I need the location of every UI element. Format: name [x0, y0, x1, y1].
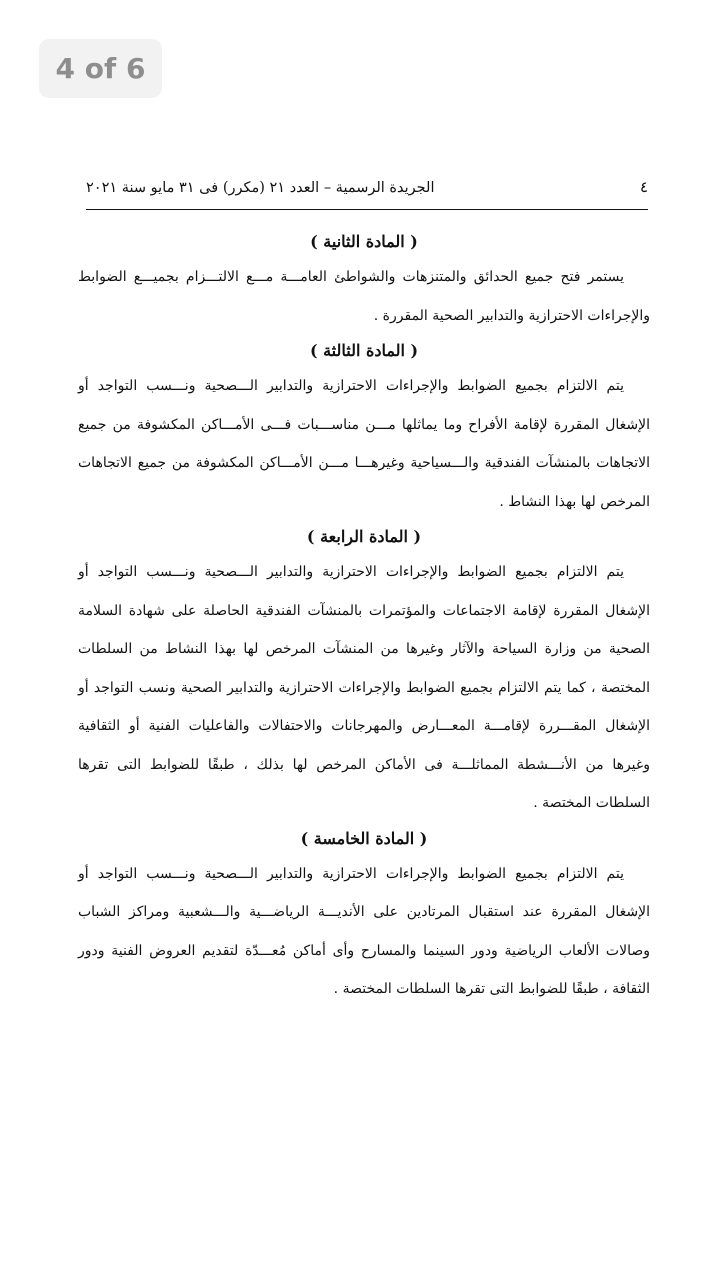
page-number: ٤: [639, 178, 648, 196]
article-text: يستمر فتح جميع الحدائق والمتنزهات والشواطئ العامـــة مـــع الالتـــزام بجميـــع الضوابط والإجراءات الاحترازية والتدابير الصحية المقررة .: [78, 269, 650, 324]
article-2: [78, 226, 650, 335]
article-title: ( المادة الخامسة ): [300, 828, 428, 848]
article-4: [78, 521, 650, 823]
page-header: [86, 178, 648, 196]
header-divider: [86, 209, 648, 210]
article-5: [78, 823, 650, 1009]
article-title: ( المادة الثانية ): [310, 232, 418, 251]
article-text: يتم الالتزام بجميع الضوابط والإجراءات الاحترازية والتدابير الـــصحية ونـــسب التواجد أو الإشغال المقررة لإقامة الاجتماعات والمؤتمرات بالمنشآت الفندقية الحاصلة على شهادة السلامة الصحية من وزارة السياحة والآثار وغيرها من المنشآت المرخص لها بهذا النشاط من السلطات المختصة ، كما يتم الالتزام بجميع الضوابط والإجراءات الاحترازية والتدابير الصحية ونسب التواجد أو الإشغال المقـــررة لإقامـــة المعـــارض والمهرجانات والاحتفالات والفاعليات الفنية أو الثقافية وغيرها من الأنـــشطة المماثلـــة فى الأماكن المرخص لها بذلك ، طبقًا للضوابط التى تقرها السلطات المختصة .: [78, 564, 650, 811]
article-title: ( المادة الرابعة ): [306, 527, 422, 546]
article-text: يتم الالتزام بجميع الضوابط والإجراءات الاحترازية والتدابير الـــصحية ونـــسب التواجد أو الإشغال المقررة لإقامة الأفراح وما يماثلها مـــن مناســـبات فـــى الأمـــاكن المكشوفة من جميع الاتجاهات بالمنشآت الفندقية والـــسياحية وغيرهـــا مـــن الأمـــاكن المكشوفة من جميع الاتجاهات المرخص لها بهذا النشاط .: [78, 378, 650, 510]
article-3: [78, 335, 650, 521]
article-title: ( المادة الثالثة ): [309, 341, 419, 360]
gazette-header-title: الجريدة الرسمية – العدد ٢١ (مكرر) فى ٣١ مايو سنة ٢٠٢١: [86, 180, 435, 196]
page-indicator-badge: 4 of 6: [39, 39, 162, 98]
document-body: [78, 226, 650, 1009]
article-text: يتم الالتزام بجميع الضوابط والإجراءات الاحترازية والتدابير الـــصحية ونـــسب التواجد أو الإشغال المقررة عند استقبال المرتادين على الأنديـــة الرياضـــية والـــشعبية ومراكز الشباب وصالات الألعاب الرياضية ودور السينما والمسارح وأى أماكن مُعـــدّة لتقديم العروض الفنية ودور الثقافة ، طبقًا للضوابط التى تقرها السلطات المختصة .: [78, 865, 650, 997]
